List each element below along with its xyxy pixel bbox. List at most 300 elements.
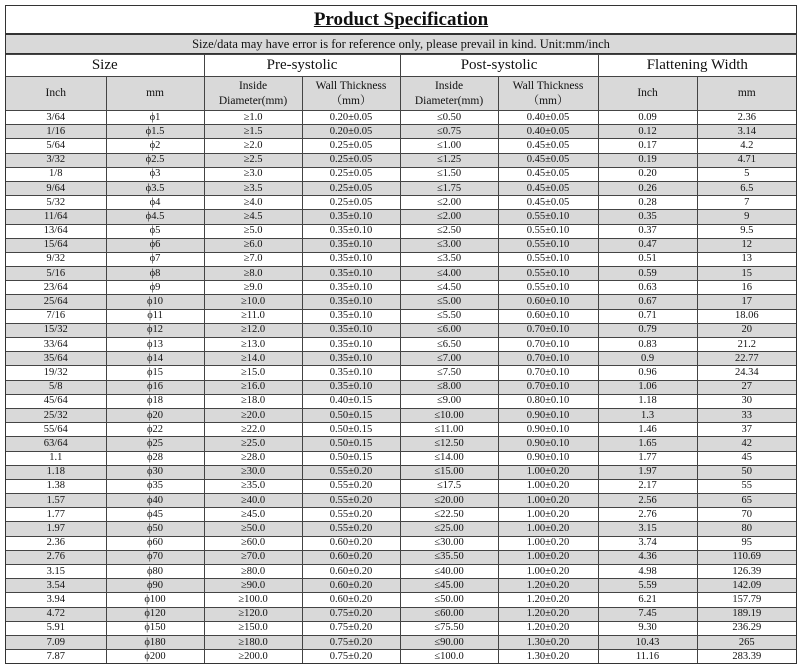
- cell-size-inch: 15/32: [6, 323, 106, 337]
- cell-size-mm: ϕ100: [106, 593, 204, 607]
- cell-pre-inside-diameter: ≥3.5: [204, 181, 302, 195]
- cell-size-inch: 3.94: [6, 593, 106, 607]
- cell-post-wall-thickness: 1.00±0.20: [498, 479, 598, 493]
- column-header-flat-mm: [697, 77, 796, 111]
- cell-post-wall-thickness: 1.00±0.20: [498, 508, 598, 522]
- cell-post-inside-diameter: ≤3.00: [400, 238, 498, 252]
- table-row: [6, 508, 796, 522]
- table-row: [6, 607, 796, 621]
- cell-pre-wall-thickness: 0.35±0.10: [302, 238, 400, 252]
- cell-pre-inside-diameter: ≥70.0: [204, 550, 302, 564]
- cell-pre-wall-thickness: 0.40±0.15: [302, 394, 400, 408]
- cell-pre-wall-thickness: 0.35±0.10: [302, 267, 400, 281]
- cell-post-wall-thickness: 1.30±0.20: [498, 635, 598, 649]
- cell-size-inch: 2.76: [6, 550, 106, 564]
- cell-flat-mm: 45: [697, 451, 796, 465]
- cell-flat-mm: 65: [697, 494, 796, 508]
- cell-flat-mm: 30: [697, 394, 796, 408]
- cell-size-inch: 3/32: [6, 153, 106, 167]
- table-row: [6, 338, 796, 352]
- cell-flat-inch: 2.56: [598, 494, 697, 508]
- cell-flat-inch: 0.51: [598, 252, 697, 266]
- column-header-pre-wall-thickness: [302, 77, 400, 111]
- cell-size-mm: ϕ14: [106, 352, 204, 366]
- column-header-line: Wall Thickness: [512, 79, 584, 92]
- cell-post-inside-diameter: ≤40.00: [400, 565, 498, 579]
- cell-flat-inch: 0.59: [598, 267, 697, 281]
- cell-size-mm: ϕ30: [106, 465, 204, 479]
- cell-size-mm: ϕ20: [106, 408, 204, 422]
- cell-post-inside-diameter: ≤25.00: [400, 522, 498, 536]
- cell-flat-mm: 9: [697, 210, 796, 224]
- cell-size-inch: 11/64: [6, 210, 106, 224]
- cell-post-wall-thickness: 1.00±0.20: [498, 494, 598, 508]
- cell-flat-inch: 1.06: [598, 380, 697, 394]
- cell-flat-mm: 24.34: [697, 366, 796, 380]
- cell-size-inch: 5/64: [6, 139, 106, 153]
- cell-post-inside-diameter: ≤5.50: [400, 309, 498, 323]
- cell-pre-inside-diameter: ≥80.0: [204, 565, 302, 579]
- table-row: [6, 621, 796, 635]
- table-row: [6, 522, 796, 536]
- cell-size-inch: 3.54: [6, 579, 106, 593]
- cell-post-wall-thickness: 1.00±0.20: [498, 550, 598, 564]
- cell-size-mm: ϕ90: [106, 579, 204, 593]
- cell-post-inside-diameter: ≤45.00: [400, 579, 498, 593]
- cell-size-mm: ϕ9: [106, 281, 204, 295]
- cell-pre-inside-diameter: ≥18.0: [204, 394, 302, 408]
- cell-post-wall-thickness: 0.70±0.10: [498, 380, 598, 394]
- cell-post-wall-thickness: 0.90±0.10: [498, 408, 598, 422]
- table-row: [6, 494, 796, 508]
- cell-pre-inside-diameter: ≥45.0: [204, 508, 302, 522]
- cell-flat-inch: 2.76: [598, 508, 697, 522]
- cell-size-mm: ϕ12: [106, 323, 204, 337]
- cell-flat-mm: 50: [697, 465, 796, 479]
- cell-pre-wall-thickness: 0.35±0.10: [302, 380, 400, 394]
- cell-post-wall-thickness: 1.00±0.20: [498, 536, 598, 550]
- cell-flat-inch: 0.9: [598, 352, 697, 366]
- cell-pre-inside-diameter: ≥3.0: [204, 167, 302, 181]
- cell-post-inside-diameter: ≤4.50: [400, 281, 498, 295]
- cell-pre-wall-thickness: 0.35±0.10: [302, 352, 400, 366]
- cell-pre-wall-thickness: 0.50±0.15: [302, 423, 400, 437]
- cell-post-wall-thickness: 1.00±0.20: [498, 565, 598, 579]
- cell-pre-inside-diameter: ≥2.5: [204, 153, 302, 167]
- table-row: [6, 139, 796, 153]
- table-row: [6, 380, 796, 394]
- cell-flat-mm: 110.69: [697, 550, 796, 564]
- cell-pre-inside-diameter: ≥8.0: [204, 267, 302, 281]
- cell-pre-inside-diameter: ≥25.0: [204, 437, 302, 451]
- group-header-post-systolic: Post-systolic: [400, 55, 598, 77]
- cell-pre-wall-thickness: 0.75±0.20: [302, 607, 400, 621]
- column-header-line: Diameter(mm): [414, 94, 484, 107]
- cell-flat-mm: 5: [697, 167, 796, 181]
- cell-post-inside-diameter: ≤90.00: [400, 635, 498, 649]
- cell-pre-inside-diameter: ≥150.0: [204, 621, 302, 635]
- cell-flat-inch: 10.43: [598, 635, 697, 649]
- cell-flat-inch: 0.71: [598, 309, 697, 323]
- cell-flat-inch: 0.28: [598, 196, 697, 210]
- cell-size-inch: 2.36: [6, 536, 106, 550]
- group-header-flattening-width: Flattening Width: [598, 55, 796, 77]
- cell-post-inside-diameter: ≤35.50: [400, 550, 498, 564]
- cell-flat-mm: 189.19: [697, 607, 796, 621]
- cell-pre-wall-thickness: 0.60±0.20: [302, 536, 400, 550]
- cell-flat-inch: 0.47: [598, 238, 697, 252]
- cell-pre-inside-diameter: ≥35.0: [204, 479, 302, 493]
- group-header-size: Size: [6, 55, 204, 77]
- cell-size-mm: ϕ10: [106, 295, 204, 309]
- cell-flat-mm: 16: [697, 281, 796, 295]
- cell-flat-mm: 283.39: [697, 650, 796, 664]
- cell-post-inside-diameter: ≤1.25: [400, 153, 498, 167]
- cell-pre-inside-diameter: ≥30.0: [204, 465, 302, 479]
- cell-pre-wall-thickness: 0.50±0.15: [302, 408, 400, 422]
- cell-size-inch: 33/64: [6, 338, 106, 352]
- cell-pre-inside-diameter: ≥14.0: [204, 352, 302, 366]
- cell-size-inch: 15/64: [6, 238, 106, 252]
- cell-size-mm: ϕ4: [106, 196, 204, 210]
- cell-size-mm: ϕ15: [106, 366, 204, 380]
- table-row: [6, 125, 796, 139]
- cell-size-inch: 3/64: [6, 111, 106, 125]
- cell-pre-inside-diameter: ≥120.0: [204, 607, 302, 621]
- table-row: [6, 479, 796, 493]
- cell-size-inch: 23/64: [6, 281, 106, 295]
- table-row: [6, 181, 796, 195]
- cell-flat-mm: 37: [697, 423, 796, 437]
- cell-pre-wall-thickness: 0.55±0.20: [302, 522, 400, 536]
- table-row: [6, 366, 796, 380]
- cell-flat-inch: 2.17: [598, 479, 697, 493]
- cell-size-mm: ϕ35: [106, 479, 204, 493]
- cell-size-inch: 1.18: [6, 465, 106, 479]
- cell-post-inside-diameter: ≤17.5: [400, 479, 498, 493]
- cell-flat-inch: 5.59: [598, 579, 697, 593]
- cell-post-inside-diameter: ≤6.50: [400, 338, 498, 352]
- table-row: [6, 408, 796, 422]
- cell-post-inside-diameter: ≤2.00: [400, 210, 498, 224]
- cell-flat-inch: 7.45: [598, 607, 697, 621]
- cell-flat-inch: 1.18: [598, 394, 697, 408]
- cell-flat-inch: 4.36: [598, 550, 697, 564]
- cell-flat-inch: 1.46: [598, 423, 697, 437]
- cell-size-inch: 5/8: [6, 380, 106, 394]
- cell-flat-mm: 9.5: [697, 224, 796, 238]
- page-title: Product Specification: [6, 6, 796, 35]
- cell-pre-wall-thickness: 0.50±0.15: [302, 451, 400, 465]
- cell-size-mm: ϕ60: [106, 536, 204, 550]
- cell-pre-wall-thickness: 0.25±0.05: [302, 167, 400, 181]
- cell-flat-mm: 55: [697, 479, 796, 493]
- group-header-row: [6, 55, 796, 77]
- cell-pre-wall-thickness: 0.55±0.20: [302, 494, 400, 508]
- column-header-size-mm: [106, 77, 204, 111]
- cell-post-inside-diameter: ≤12.50: [400, 437, 498, 451]
- cell-size-mm: ϕ25: [106, 437, 204, 451]
- cell-pre-inside-diameter: ≥12.0: [204, 323, 302, 337]
- cell-flat-inch: 0.09: [598, 111, 697, 125]
- cell-flat-mm: 126.39: [697, 565, 796, 579]
- cell-pre-inside-diameter: ≥16.0: [204, 380, 302, 394]
- group-header-pre-systolic: Pre-systolic: [204, 55, 400, 77]
- cell-post-wall-thickness: 1.00±0.20: [498, 465, 598, 479]
- cell-post-wall-thickness: 1.20±0.20: [498, 607, 598, 621]
- cell-post-wall-thickness: 0.60±0.10: [498, 309, 598, 323]
- cell-size-inch: 7/16: [6, 309, 106, 323]
- cell-size-inch: 1/16: [6, 125, 106, 139]
- cell-flat-inch: 1.97: [598, 465, 697, 479]
- cell-post-inside-diameter: ≤50.00: [400, 593, 498, 607]
- cell-pre-inside-diameter: ≥15.0: [204, 366, 302, 380]
- cell-flat-mm: 22.77: [697, 352, 796, 366]
- spec-table-body: [6, 111, 796, 664]
- cell-pre-inside-diameter: ≥13.0: [204, 338, 302, 352]
- cell-flat-inch: 3.15: [598, 522, 697, 536]
- cell-pre-wall-thickness: 0.60±0.20: [302, 579, 400, 593]
- cell-pre-wall-thickness: 0.55±0.20: [302, 508, 400, 522]
- table-row: [6, 281, 796, 295]
- table-row: [6, 635, 796, 649]
- cell-post-inside-diameter: ≤7.50: [400, 366, 498, 380]
- cell-post-wall-thickness: 0.40±0.05: [498, 125, 598, 139]
- cell-flat-inch: 0.79: [598, 323, 697, 337]
- cell-size-mm: ϕ4.5: [106, 210, 204, 224]
- cell-pre-wall-thickness: 0.75±0.20: [302, 621, 400, 635]
- table-row: [6, 451, 796, 465]
- column-header-pre-inside-diameter: [204, 77, 302, 111]
- cell-post-wall-thickness: 0.80±0.10: [498, 394, 598, 408]
- table-row: [6, 238, 796, 252]
- table-row: [6, 650, 796, 664]
- cell-flat-mm: 236.29: [697, 621, 796, 635]
- cell-size-mm: ϕ13: [106, 338, 204, 352]
- column-header-line: Inside: [238, 79, 268, 92]
- cell-flat-mm: 95: [697, 536, 796, 550]
- cell-post-inside-diameter: ≤30.00: [400, 536, 498, 550]
- cell-size-mm: ϕ150: [106, 621, 204, 635]
- cell-size-mm: ϕ50: [106, 522, 204, 536]
- cell-flat-inch: 6.21: [598, 593, 697, 607]
- cell-flat-mm: 80: [697, 522, 796, 536]
- cell-post-inside-diameter: ≤10.00: [400, 408, 498, 422]
- cell-post-inside-diameter: ≤9.00: [400, 394, 498, 408]
- cell-post-wall-thickness: 0.70±0.10: [498, 323, 598, 337]
- cell-pre-inside-diameter: ≥11.0: [204, 309, 302, 323]
- cell-post-inside-diameter: ≤1.50: [400, 167, 498, 181]
- cell-size-inch: 5/16: [6, 267, 106, 281]
- cell-flat-mm: 6.5: [697, 181, 796, 195]
- table-row: [6, 550, 796, 564]
- cell-post-wall-thickness: 0.90±0.10: [498, 437, 598, 451]
- cell-size-inch: 63/64: [6, 437, 106, 451]
- cell-size-mm: ϕ18: [106, 394, 204, 408]
- cell-pre-inside-diameter: ≥90.0: [204, 579, 302, 593]
- cell-pre-wall-thickness: 0.55±0.20: [302, 479, 400, 493]
- table-row: [6, 153, 796, 167]
- cell-pre-wall-thickness: 0.35±0.10: [302, 252, 400, 266]
- cell-post-wall-thickness: 0.90±0.10: [498, 423, 598, 437]
- column-header-line: Inch: [637, 87, 658, 99]
- cell-post-wall-thickness: 0.55±0.10: [498, 252, 598, 266]
- cell-post-inside-diameter: ≤22.50: [400, 508, 498, 522]
- cell-size-mm: ϕ16: [106, 380, 204, 394]
- spec-sheet: [5, 5, 797, 664]
- cell-flat-mm: 18.06: [697, 309, 796, 323]
- table-row: [6, 394, 796, 408]
- cell-post-inside-diameter: ≤11.00: [400, 423, 498, 437]
- column-header-size-inch: [6, 77, 106, 111]
- cell-size-inch: 4.72: [6, 607, 106, 621]
- cell-post-inside-diameter: ≤2.00: [400, 196, 498, 210]
- cell-size-mm: ϕ3: [106, 167, 204, 181]
- cell-post-wall-thickness: 0.55±0.10: [498, 267, 598, 281]
- cell-flat-inch: 0.12: [598, 125, 697, 139]
- cell-size-mm: ϕ11: [106, 309, 204, 323]
- cell-flat-mm: 2.36: [697, 111, 796, 125]
- cell-size-inch: 1.77: [6, 508, 106, 522]
- cell-post-wall-thickness: 1.20±0.20: [498, 593, 598, 607]
- cell-pre-wall-thickness: 0.60±0.20: [302, 593, 400, 607]
- cell-pre-inside-diameter: ≥60.0: [204, 536, 302, 550]
- cell-post-inside-diameter: ≤5.00: [400, 295, 498, 309]
- cell-post-wall-thickness: 0.55±0.10: [498, 224, 598, 238]
- cell-post-wall-thickness: 0.70±0.10: [498, 338, 598, 352]
- cell-post-wall-thickness: 0.55±0.10: [498, 238, 598, 252]
- cell-flat-inch: 11.16: [598, 650, 697, 664]
- table-row: [6, 465, 796, 479]
- cell-size-mm: ϕ3.5: [106, 181, 204, 195]
- cell-post-inside-diameter: ≤3.50: [400, 252, 498, 266]
- cell-post-wall-thickness: 0.45±0.05: [498, 196, 598, 210]
- cell-pre-inside-diameter: ≥1.5: [204, 125, 302, 139]
- cell-post-inside-diameter: ≤4.00: [400, 267, 498, 281]
- cell-post-wall-thickness: 1.30±0.20: [498, 650, 598, 664]
- table-row: [6, 593, 796, 607]
- column-header-line: Inside: [434, 79, 464, 92]
- cell-pre-wall-thickness: 0.35±0.10: [302, 295, 400, 309]
- cell-flat-inch: 9.30: [598, 621, 697, 635]
- column-header-line: mm: [146, 87, 164, 99]
- cell-size-mm: ϕ1.5: [106, 125, 204, 139]
- cell-pre-wall-thickness: 0.25±0.05: [302, 181, 400, 195]
- cell-size-mm: ϕ28: [106, 451, 204, 465]
- cell-pre-inside-diameter: ≥50.0: [204, 522, 302, 536]
- column-header-post-wall-thickness: [498, 77, 598, 111]
- cell-flat-inch: 0.20: [598, 167, 697, 181]
- cell-flat-mm: 15: [697, 267, 796, 281]
- cell-pre-wall-thickness: 0.35±0.10: [302, 224, 400, 238]
- cell-post-wall-thickness: 0.60±0.10: [498, 295, 598, 309]
- table-row: [6, 111, 796, 125]
- cell-flat-mm: 12: [697, 238, 796, 252]
- cell-size-mm: ϕ70: [106, 550, 204, 564]
- cell-pre-wall-thickness: 0.50±0.15: [302, 437, 400, 451]
- cell-size-inch: 1.38: [6, 479, 106, 493]
- table-row: [6, 295, 796, 309]
- cell-pre-inside-diameter: ≥22.0: [204, 423, 302, 437]
- cell-flat-inch: 0.37: [598, 224, 697, 238]
- cell-size-mm: ϕ1: [106, 111, 204, 125]
- cell-flat-mm: 13: [697, 252, 796, 266]
- cell-post-inside-diameter: ≤0.75: [400, 125, 498, 139]
- cell-post-inside-diameter: ≤1.75: [400, 181, 498, 195]
- cell-pre-wall-thickness: 0.55±0.20: [302, 465, 400, 479]
- cell-size-mm: ϕ2: [106, 139, 204, 153]
- cell-flat-inch: 0.96: [598, 366, 697, 380]
- cell-size-mm: ϕ22: [106, 423, 204, 437]
- column-header-line: （mm）: [527, 94, 569, 107]
- cell-flat-inch: 0.26: [598, 181, 697, 195]
- cell-post-inside-diameter: ≤7.00: [400, 352, 498, 366]
- cell-flat-inch: 1.65: [598, 437, 697, 451]
- cell-flat-mm: 142.09: [697, 579, 796, 593]
- cell-post-wall-thickness: 1.20±0.20: [498, 621, 598, 635]
- cell-flat-inch: 1.77: [598, 451, 697, 465]
- cell-pre-wall-thickness: 0.35±0.10: [302, 281, 400, 295]
- cell-post-wall-thickness: 0.45±0.05: [498, 167, 598, 181]
- cell-post-inside-diameter: ≤15.00: [400, 465, 498, 479]
- cell-pre-wall-thickness: 0.20±0.05: [302, 111, 400, 125]
- table-row: [6, 437, 796, 451]
- table-row: [6, 352, 796, 366]
- cell-pre-wall-thickness: 0.25±0.05: [302, 139, 400, 153]
- cell-post-wall-thickness: 0.55±0.10: [498, 210, 598, 224]
- cell-flat-inch: 0.63: [598, 281, 697, 295]
- cell-post-wall-thickness: 0.45±0.05: [498, 153, 598, 167]
- cell-post-wall-thickness: 0.70±0.10: [498, 352, 598, 366]
- cell-post-wall-thickness: 0.90±0.10: [498, 451, 598, 465]
- cell-size-inch: 7.87: [6, 650, 106, 664]
- table-row: [6, 323, 796, 337]
- cell-flat-inch: 0.19: [598, 153, 697, 167]
- table-row: [6, 309, 796, 323]
- cell-flat-mm: 70: [697, 508, 796, 522]
- column-header-line: Wall Thickness: [315, 79, 387, 92]
- cell-pre-inside-diameter: ≥4.5: [204, 210, 302, 224]
- cell-pre-wall-thickness: 0.25±0.05: [302, 196, 400, 210]
- cell-flat-mm: 265: [697, 635, 796, 649]
- table-row: [6, 423, 796, 437]
- cell-pre-inside-diameter: ≥4.0: [204, 196, 302, 210]
- cell-pre-inside-diameter: ≥20.0: [204, 408, 302, 422]
- cell-size-inch: 13/64: [6, 224, 106, 238]
- table-row: [6, 267, 796, 281]
- cell-flat-inch: 3.74: [598, 536, 697, 550]
- cell-post-inside-diameter: ≤1.00: [400, 139, 498, 153]
- column-header-line: （mm）: [330, 94, 372, 107]
- cell-post-inside-diameter: ≤20.00: [400, 494, 498, 508]
- cell-pre-inside-diameter: ≥180.0: [204, 635, 302, 649]
- column-header-flat-inch: [598, 77, 697, 111]
- cell-post-inside-diameter: ≤0.50: [400, 111, 498, 125]
- cell-pre-inside-diameter: ≥10.0: [204, 295, 302, 309]
- cell-size-inch: 19/32: [6, 366, 106, 380]
- cell-flat-inch: 0.67: [598, 295, 697, 309]
- column-header-post-inside-diameter: [400, 77, 498, 111]
- table-row: [6, 565, 796, 579]
- table-row: [6, 167, 796, 181]
- cell-size-mm: ϕ45: [106, 508, 204, 522]
- cell-post-inside-diameter: ≤60.00: [400, 607, 498, 621]
- cell-post-inside-diameter: ≤2.50: [400, 224, 498, 238]
- cell-post-wall-thickness: 0.55±0.10: [498, 281, 598, 295]
- cell-pre-wall-thickness: 0.60±0.20: [302, 550, 400, 564]
- cell-size-inch: 1.57: [6, 494, 106, 508]
- cell-post-inside-diameter: ≤75.50: [400, 621, 498, 635]
